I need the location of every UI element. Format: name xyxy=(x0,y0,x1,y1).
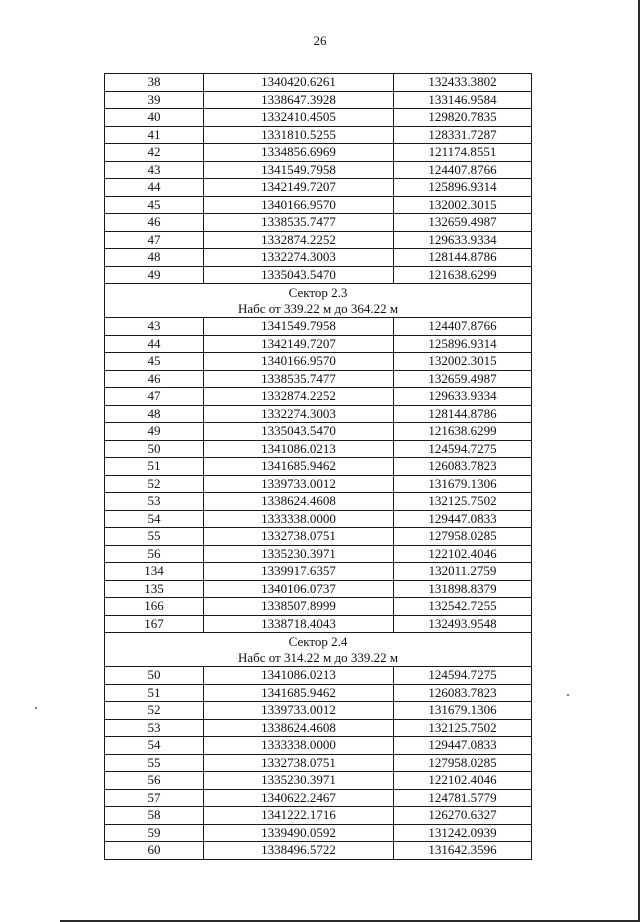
coordinate-y-cell: 128331.7287 xyxy=(394,126,532,144)
table-row xyxy=(105,126,532,144)
coordinate-y-cell: 127958.0285 xyxy=(394,528,532,546)
point-number-cell: 135 xyxy=(105,580,204,598)
point-number-cell: 166 xyxy=(105,598,204,616)
coordinate-x-cell: 1340622.2467 xyxy=(204,789,394,807)
point-number-cell: 49 xyxy=(105,266,204,284)
coordinate-y-cell: 132125.7502 xyxy=(394,493,532,511)
point-number-cell: 39 xyxy=(105,91,204,109)
coordinate-x-cell: 1333338.0000 xyxy=(204,510,394,528)
point-number-cell: 58 xyxy=(105,807,204,825)
table-row xyxy=(105,231,532,249)
table-row xyxy=(105,563,532,581)
table-row xyxy=(105,266,532,284)
table-row xyxy=(105,493,532,511)
point-number-cell: 52 xyxy=(105,475,204,493)
table-row xyxy=(105,196,532,214)
coordinate-x-cell: 1338496.5722 xyxy=(204,842,394,860)
coordinate-x-cell: 1340106.0737 xyxy=(204,580,394,598)
coordinate-x-cell: 1341222.1716 xyxy=(204,807,394,825)
coordinate-y-cell: 126083.7823 xyxy=(394,684,532,702)
scan-speck xyxy=(35,707,37,709)
table-row xyxy=(105,458,532,476)
coordinate-x-cell: 1335230.3971 xyxy=(204,772,394,790)
point-number-cell: 48 xyxy=(105,405,204,423)
table-row xyxy=(105,684,532,702)
coordinate-y-cell: 122102.4046 xyxy=(394,545,532,563)
sector-header xyxy=(105,284,532,318)
table-row xyxy=(105,528,532,546)
coordinate-x-cell: 1340166.9570 xyxy=(204,353,394,371)
sector-header-row xyxy=(105,633,532,667)
point-number-cell: 59 xyxy=(105,824,204,842)
coordinate-y-cell: 132011.2759 xyxy=(394,563,532,581)
point-number-cell: 44 xyxy=(105,335,204,353)
sector-title: Сектор 2.3 xyxy=(288,284,348,300)
coordinate-x-cell: 1334856.6969 xyxy=(204,144,394,162)
coordinate-x-cell: 1332410.4505 xyxy=(204,109,394,127)
point-number-cell: 55 xyxy=(105,528,204,546)
coordinate-y-cell: 125896.9314 xyxy=(394,335,532,353)
point-number-cell: 46 xyxy=(105,214,204,232)
point-number-cell: 41 xyxy=(105,126,204,144)
coordinate-y-cell: 131679.1306 xyxy=(394,475,532,493)
coordinate-x-cell: 1338535.7477 xyxy=(204,214,394,232)
table-row xyxy=(105,161,532,179)
point-number-cell: 53 xyxy=(105,719,204,737)
coordinate-y-cell: 126083.7823 xyxy=(394,458,532,476)
sector-title: Сектор 2.4 xyxy=(288,633,348,649)
coordinate-x-cell: 1341685.9462 xyxy=(204,684,394,702)
coordinate-y-cell: 128144.8786 xyxy=(394,249,532,267)
coordinate-x-cell: 1341549.7958 xyxy=(204,318,394,336)
table-row xyxy=(105,214,532,232)
point-number-cell: 50 xyxy=(105,440,204,458)
table-row xyxy=(105,754,532,772)
coordinate-y-cell: 124407.8766 xyxy=(394,161,532,179)
point-number-cell: 54 xyxy=(105,737,204,755)
coordinate-x-cell: 1338624.4608 xyxy=(204,719,394,737)
coordinate-x-cell: 1332274.3003 xyxy=(204,405,394,423)
table-row xyxy=(105,737,532,755)
coordinate-y-cell: 121638.6299 xyxy=(394,423,532,441)
table-row xyxy=(105,842,532,860)
table-row xyxy=(105,179,532,197)
coordinate-x-cell: 1331810.5255 xyxy=(204,126,394,144)
table-row xyxy=(105,91,532,109)
coordinate-y-cell: 132659.4987 xyxy=(394,214,532,232)
table-row xyxy=(105,772,532,790)
coordinate-y-cell: 124594.7275 xyxy=(394,667,532,685)
table-row xyxy=(105,598,532,616)
point-number-cell: 45 xyxy=(105,196,204,214)
coordinate-x-cell: 1338535.7477 xyxy=(204,370,394,388)
table-row xyxy=(105,249,532,267)
coordinate-y-cell: 131679.1306 xyxy=(394,702,532,720)
coordinate-y-cell: 122102.4046 xyxy=(394,772,532,790)
coordinate-y-cell: 124594.7275 xyxy=(394,440,532,458)
point-number-cell: 48 xyxy=(105,249,204,267)
coordinate-y-cell: 129447.0833 xyxy=(394,510,532,528)
point-number-cell: 56 xyxy=(105,772,204,790)
coordinate-x-cell: 1338624.4608 xyxy=(204,493,394,511)
coordinate-y-cell: 127958.0285 xyxy=(394,754,532,772)
coordinate-x-cell: 1339490.0592 xyxy=(204,824,394,842)
table-row xyxy=(105,388,532,406)
point-number-cell: 44 xyxy=(105,179,204,197)
table-row xyxy=(105,109,532,127)
point-number-cell: 51 xyxy=(105,458,204,476)
table-row xyxy=(105,824,532,842)
point-number-cell: 52 xyxy=(105,702,204,720)
table-row xyxy=(105,423,532,441)
coordinate-x-cell: 1341685.9462 xyxy=(204,458,394,476)
coordinate-x-cell: 1335043.5470 xyxy=(204,266,394,284)
coordinate-y-cell: 126270.6327 xyxy=(394,807,532,825)
point-number-cell: 42 xyxy=(105,144,204,162)
scan-speck xyxy=(567,694,569,696)
coordinate-y-cell: 129633.9334 xyxy=(394,388,532,406)
point-number-cell: 54 xyxy=(105,510,204,528)
coordinate-x-cell: 1332738.0751 xyxy=(204,754,394,772)
coordinate-x-cell: 1339733.0012 xyxy=(204,475,394,493)
sector-header-row xyxy=(105,284,532,318)
point-number-cell: 47 xyxy=(105,231,204,249)
table-row xyxy=(105,335,532,353)
coordinate-y-cell: 124781.5779 xyxy=(394,789,532,807)
table-row xyxy=(105,370,532,388)
coordinate-x-cell: 1339917.6357 xyxy=(204,563,394,581)
table-row xyxy=(105,702,532,720)
coordinate-x-cell: 1341086.0213 xyxy=(204,667,394,685)
coordinate-y-cell: 132433.3802 xyxy=(394,74,532,92)
coordinate-x-cell: 1335043.5470 xyxy=(204,423,394,441)
page-number: 26 xyxy=(313,33,327,48)
table-row xyxy=(105,545,532,563)
coordinate-y-cell: 132002.3015 xyxy=(394,196,532,214)
table-row xyxy=(105,405,532,423)
point-number-cell: 55 xyxy=(105,754,204,772)
point-number-cell: 167 xyxy=(105,615,204,633)
coordinate-x-cell: 1332738.0751 xyxy=(204,528,394,546)
table-row xyxy=(105,615,532,633)
coordinate-x-cell: 1340420.6261 xyxy=(204,74,394,92)
coordinate-x-cell: 1342149.7207 xyxy=(204,335,394,353)
coordinate-y-cell: 131242.0939 xyxy=(394,824,532,842)
coordinate-y-cell: 131642.3596 xyxy=(394,842,532,860)
coordinate-x-cell: 1333338.0000 xyxy=(204,737,394,755)
table-row xyxy=(105,74,532,92)
coordinate-y-cell: 132659.4987 xyxy=(394,370,532,388)
coordinate-y-cell: 129820.7835 xyxy=(394,109,532,127)
coordinate-x-cell: 1339733.0012 xyxy=(204,702,394,720)
coordinate-y-cell: 133146.9584 xyxy=(394,91,532,109)
point-number-cell: 60 xyxy=(105,842,204,860)
coordinate-x-cell: 1341549.7958 xyxy=(204,161,394,179)
point-number-cell: 51 xyxy=(105,684,204,702)
table-row xyxy=(105,510,532,528)
coordinate-x-cell: 1338647.3928 xyxy=(204,91,394,109)
table-row xyxy=(105,144,532,162)
point-number-cell: 45 xyxy=(105,353,204,371)
coordinate-x-cell: 1335230.3971 xyxy=(204,545,394,563)
table-row xyxy=(105,667,532,685)
coordinate-x-cell: 1338718.4043 xyxy=(204,615,394,633)
coordinate-y-cell: 121174.8551 xyxy=(394,144,532,162)
coordinate-x-cell: 1332874.2252 xyxy=(204,231,394,249)
sector-altitude-range: Набс от 314.22 м до 339.22 м xyxy=(237,649,399,665)
table-row xyxy=(105,789,532,807)
point-number-cell: 50 xyxy=(105,667,204,685)
point-number-cell: 38 xyxy=(105,74,204,92)
coordinate-x-cell: 1342149.7207 xyxy=(204,179,394,197)
coordinate-y-cell: 132125.7502 xyxy=(394,719,532,737)
coordinate-y-cell: 124407.8766 xyxy=(394,318,532,336)
sector-altitude-range: Набс от 339.22 м до 364.22 м xyxy=(237,300,399,316)
point-number-cell: 43 xyxy=(105,318,204,336)
coordinates-table xyxy=(104,73,532,860)
point-number-cell: 57 xyxy=(105,789,204,807)
coordinate-y-cell: 132002.3015 xyxy=(394,353,532,371)
point-number-cell: 134 xyxy=(105,563,204,581)
table-row xyxy=(105,353,532,371)
sector-header xyxy=(105,633,532,667)
table-row xyxy=(105,580,532,598)
coordinate-y-cell: 125896.9314 xyxy=(394,179,532,197)
point-number-cell: 49 xyxy=(105,423,204,441)
table-row xyxy=(105,440,532,458)
table-row xyxy=(105,719,532,737)
coordinate-x-cell: 1338507.8999 xyxy=(204,598,394,616)
coordinate-y-cell: 121638.6299 xyxy=(394,266,532,284)
coordinate-y-cell: 132542.7255 xyxy=(394,598,532,616)
point-number-cell: 53 xyxy=(105,493,204,511)
coordinate-x-cell: 1341086.0213 xyxy=(204,440,394,458)
coordinate-x-cell: 1332274.3003 xyxy=(204,249,394,267)
coordinate-x-cell: 1340166.9570 xyxy=(204,196,394,214)
point-number-cell: 43 xyxy=(105,161,204,179)
point-number-cell: 40 xyxy=(105,109,204,127)
table-row xyxy=(105,807,532,825)
table-row xyxy=(105,475,532,493)
coordinate-y-cell: 128144.8786 xyxy=(394,405,532,423)
coordinate-y-cell: 129447.0833 xyxy=(394,737,532,755)
coordinate-x-cell: 1332874.2252 xyxy=(204,388,394,406)
table-row xyxy=(105,318,532,336)
coordinate-y-cell: 131898.8379 xyxy=(394,580,532,598)
point-number-cell: 56 xyxy=(105,545,204,563)
point-number-cell: 47 xyxy=(105,388,204,406)
coordinate-y-cell: 129633.9334 xyxy=(394,231,532,249)
coordinate-y-cell: 132493.9548 xyxy=(394,615,532,633)
point-number-cell: 46 xyxy=(105,370,204,388)
